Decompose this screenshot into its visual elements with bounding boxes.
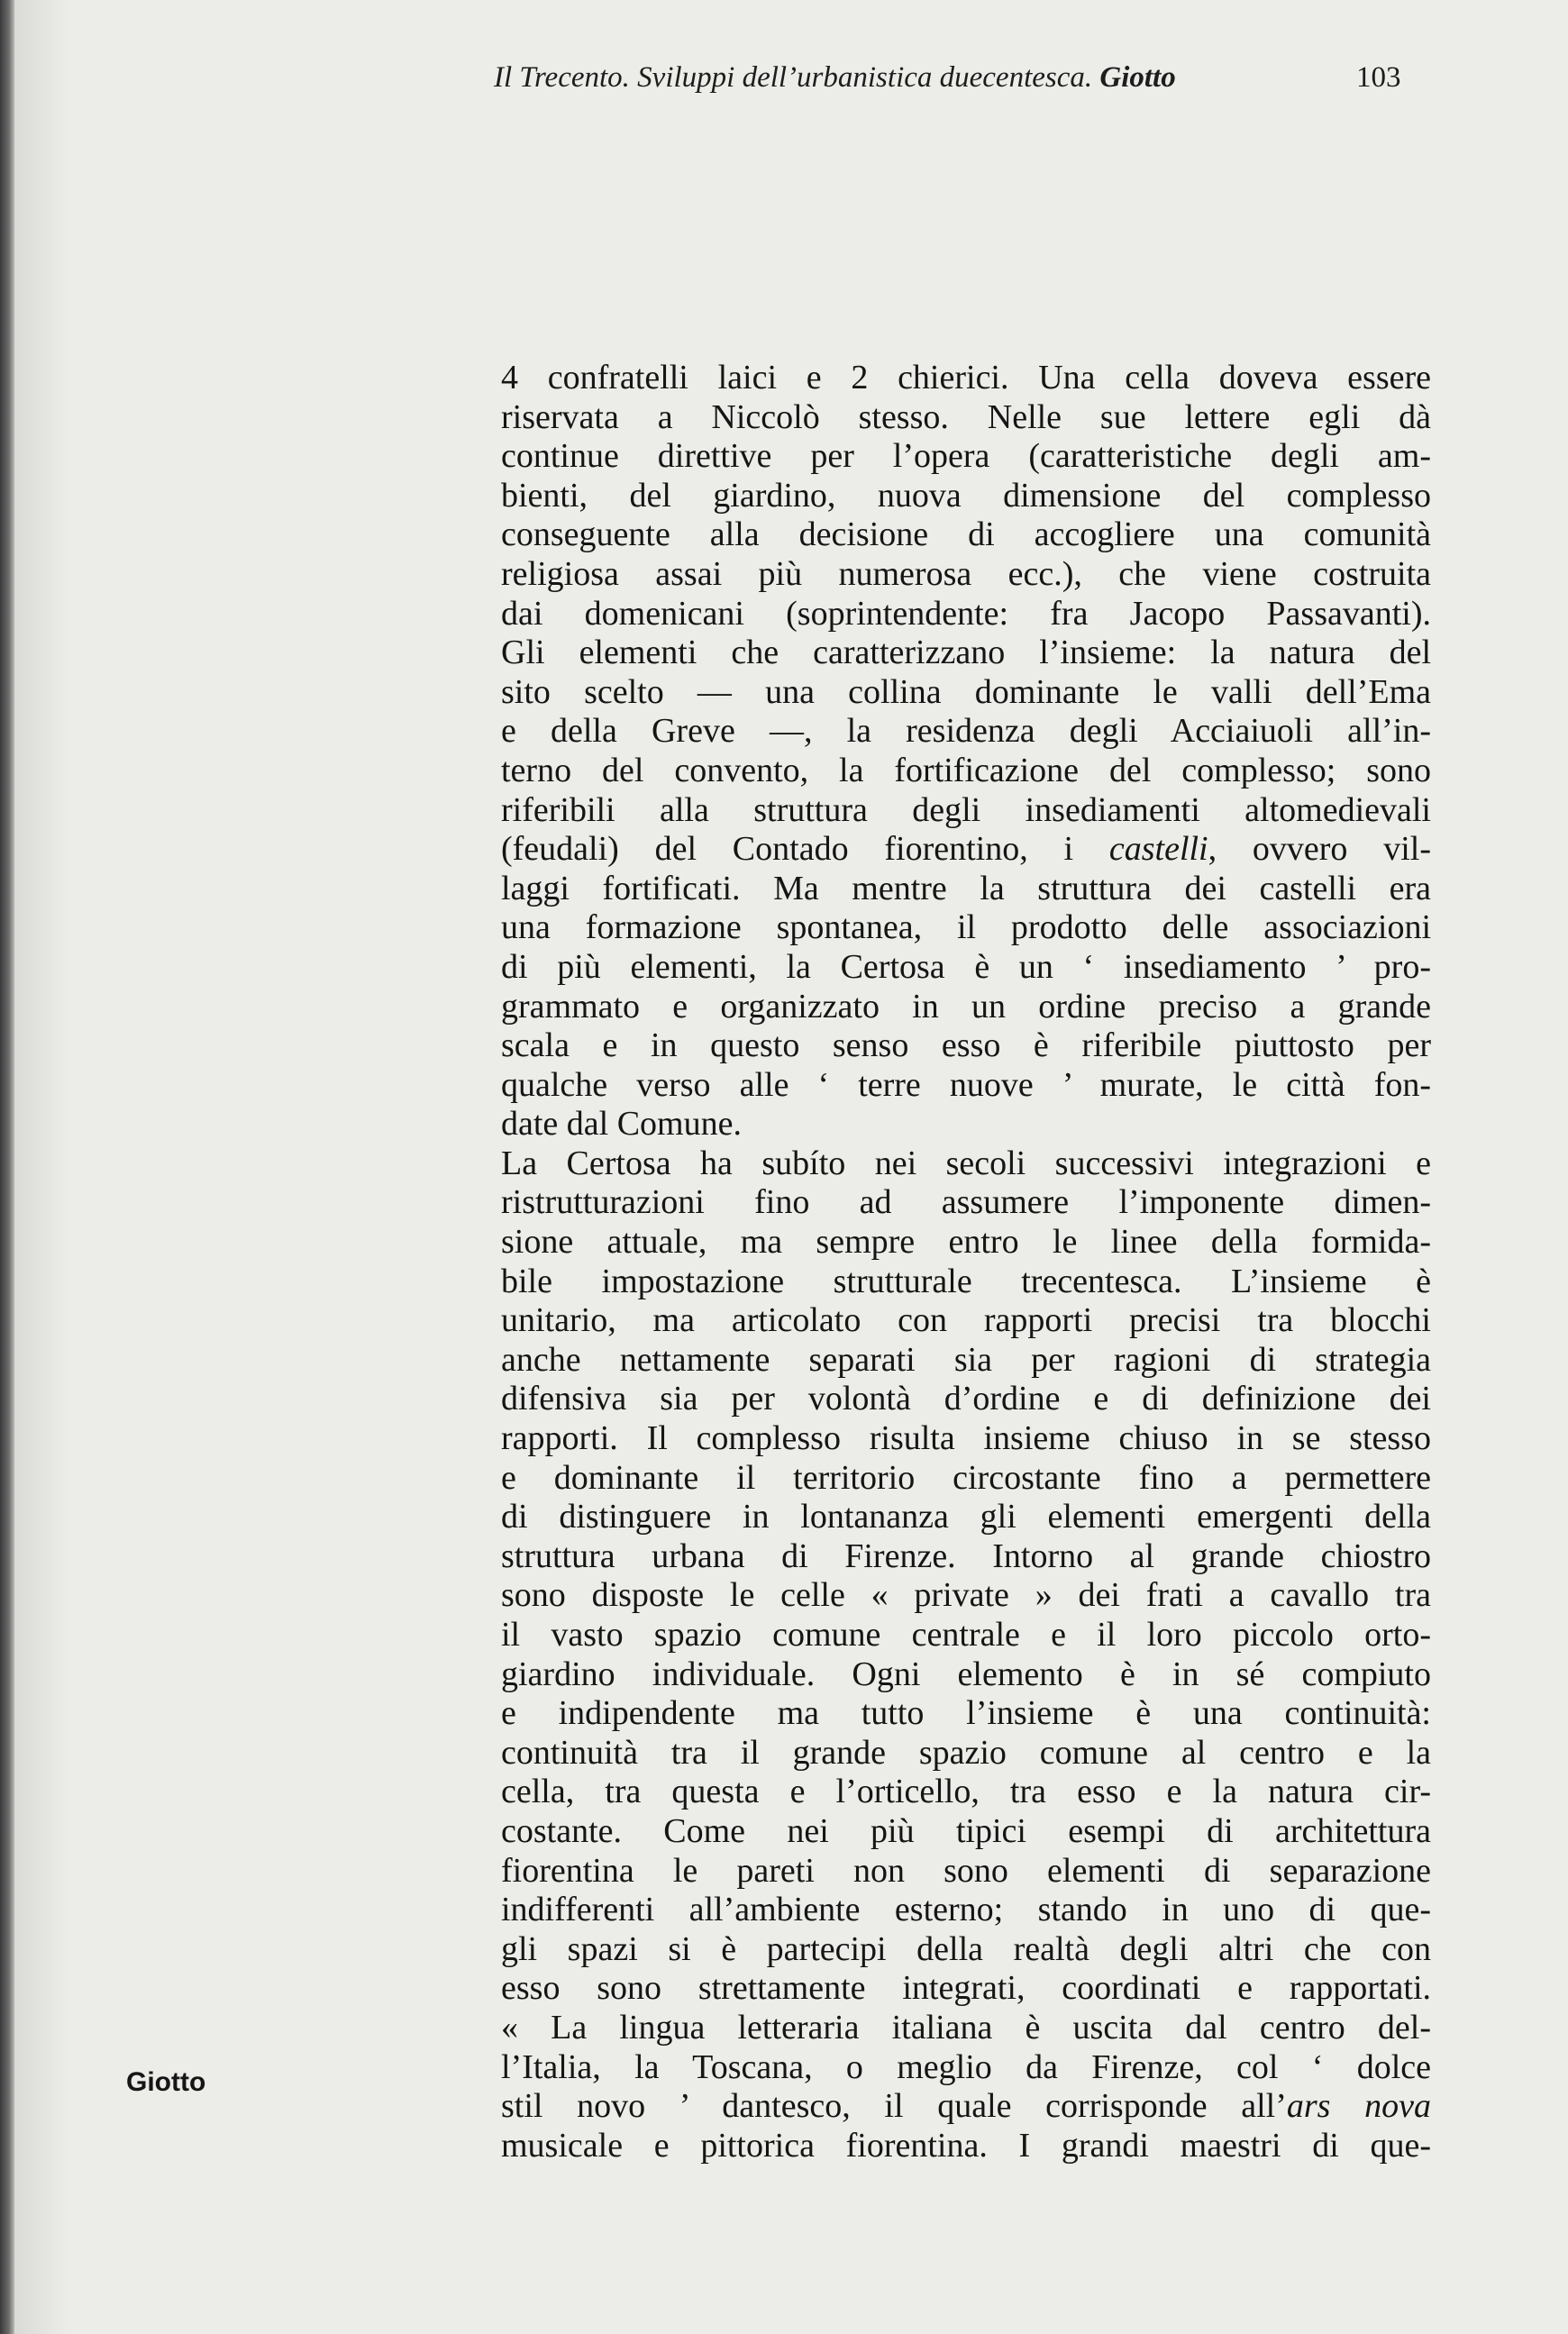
text-line: religiosa assai più numerosa ecc.), che viene costruita <box>501 554 1431 593</box>
text-line-segment: (feudali) del Contado fiorentino, i <box>501 830 1109 869</box>
text-line: sono disposte le celle « private » dei frati a cavallo tra <box>501 1576 1431 1615</box>
running-head <box>494 61 1413 95</box>
text-line: e dominante il territorio circostante fino a permettere <box>501 1458 1431 1497</box>
page-number: 103 <box>1356 61 1401 94</box>
binding-edge <box>0 0 14 2334</box>
running-title: Il Trecento. Sviluppi dell’urbanistica duecentesca. <box>494 61 1093 94</box>
gutter-shadow <box>14 0 68 2334</box>
text-line: grammato e organizzato in un ordine preciso a grande <box>501 987 1431 1026</box>
text-line: sione attuale, ma sempre entro le linee della formida- <box>501 1223 1431 1262</box>
text-line-segment: , ovvero vil- <box>1208 830 1431 869</box>
text-line: rapporti. Il complesso risulta insieme chiuso in se stesso <box>501 1419 1431 1458</box>
text-line: dai domenicani (soprintendente: fra Jacopo Passavanti). <box>501 594 1431 633</box>
text-line: difensiva sia per volontà d’ordine e di definizione dei <box>501 1380 1431 1418</box>
text-line: riservata a Niccolò stesso. Nelle sue lettere egli dà <box>501 397 1431 436</box>
text-line: La Certosa ha subíto nei secoli successivi integrazioni e <box>501 1144 1431 1182</box>
text-line: continuità tra il grande spazio comune al centro e la <box>501 1733 1431 1772</box>
running-subject: Giotto <box>1099 61 1176 94</box>
text-line-segment: stil novo ’ dantesco, il quale corrisponde all’ <box>501 2087 1287 2126</box>
text-line: gli spazi si è partecipi della realtà degli altri che con <box>501 1929 1431 1968</box>
text-line: giardino individuale. Ogni elemento è in sé compiuto <box>501 1655 1431 1693</box>
text-line: sito scelto — una collina dominante le valli dell’Ema <box>501 672 1431 711</box>
text-line: il vasto spazio comune centrale e il loro piccolo orto- <box>501 1616 1431 1654</box>
text-line: di più elementi, la Certosa è un ‘ insediamento ’ pro- <box>501 947 1431 986</box>
text-line: laggi fortificati. Ma mentre la struttura dei castelli era <box>501 869 1431 907</box>
text-line: qualche verso alle ‘ terre nuove ’ murate, le città fon- <box>501 1065 1431 1104</box>
text-line: indifferenti all’ambiente esterno; stando in uno di que- <box>501 1891 1431 1929</box>
text-line: riferibili alla struttura degli insediamenti altomedievali <box>501 790 1431 829</box>
text-line: l’Italia, la Toscana, o meglio da Firenze, col ‘ dolce <box>501 2047 1431 2086</box>
text-line: ristrutturazioni fino ad assumere l’imponente dimen- <box>501 1183 1431 1222</box>
text-line: Gli elementi che caratterizzano l’insieme: la natura del <box>501 634 1431 672</box>
italic-term: ars nova <box>1286 2087 1431 2126</box>
text-line: una formazione spontanea, il prodotto delle associazioni <box>501 908 1431 947</box>
text-line: continue direttive per l’opera (caratteristiche degli am- <box>501 437 1431 476</box>
text-line: di distinguere in lontananza gli elementi emergenti della <box>501 1498 1431 1536</box>
text-line <box>501 830 1431 870</box>
text-line: 4 confratelli laici e 2 chierici. Una cella doveva essere <box>501 359 1431 397</box>
text-line: conseguente alla decisione di accogliere una comunità <box>501 515 1431 554</box>
text-line: fiorentina le pareti non sono elementi di separazione <box>501 1851 1431 1890</box>
text-line: « La lingua letteraria italiana è uscita dal centro del- <box>501 2008 1431 2047</box>
text-line: bienti, del giardino, nuova dimensione del complesso <box>501 476 1431 515</box>
text-line: costante. Come nei più tipici esempi di architettura <box>501 1811 1431 1850</box>
text-line: scala e in questo senso esso è riferibile piuttosto per <box>501 1026 1431 1065</box>
body-text <box>501 359 1431 2165</box>
text-line: e indipendente ma tutto l’insieme è una continuità: <box>501 1694 1431 1733</box>
text-line: e della Greve —, la residenza degli Acciaiuoli all’in- <box>501 712 1431 751</box>
text-line: terno del convento, la fortificazione del complesso; sono <box>501 751 1431 789</box>
text-line: esso sono strettamente integrati, coordinati e rapportati. <box>501 1969 1431 2008</box>
text-line: cella, tra questa e l’orticello, tra esso e la natura cir- <box>501 1773 1431 1811</box>
margin-note: Giotto <box>126 2067 206 2097</box>
text-line: struttura urbana di Firenze. Intorno al grande chiostro <box>501 1536 1431 1575</box>
text-line: anche nettamente separati sia per ragioni di strategia <box>501 1340 1431 1379</box>
text-line: bile impostazione strutturale trecentesca. L’insieme è <box>501 1262 1431 1300</box>
text-line: unitario, ma articolato con rapporti precisi tra blocchi <box>501 1301 1431 1340</box>
text-line: date dal Comune. <box>501 1105 742 1144</box>
text-line: musicale e pittorica fiorentina. I grandi maestri di que- <box>501 2126 1431 2165</box>
text-line <box>501 2087 1431 2127</box>
italic-term: castelli <box>1108 830 1208 869</box>
